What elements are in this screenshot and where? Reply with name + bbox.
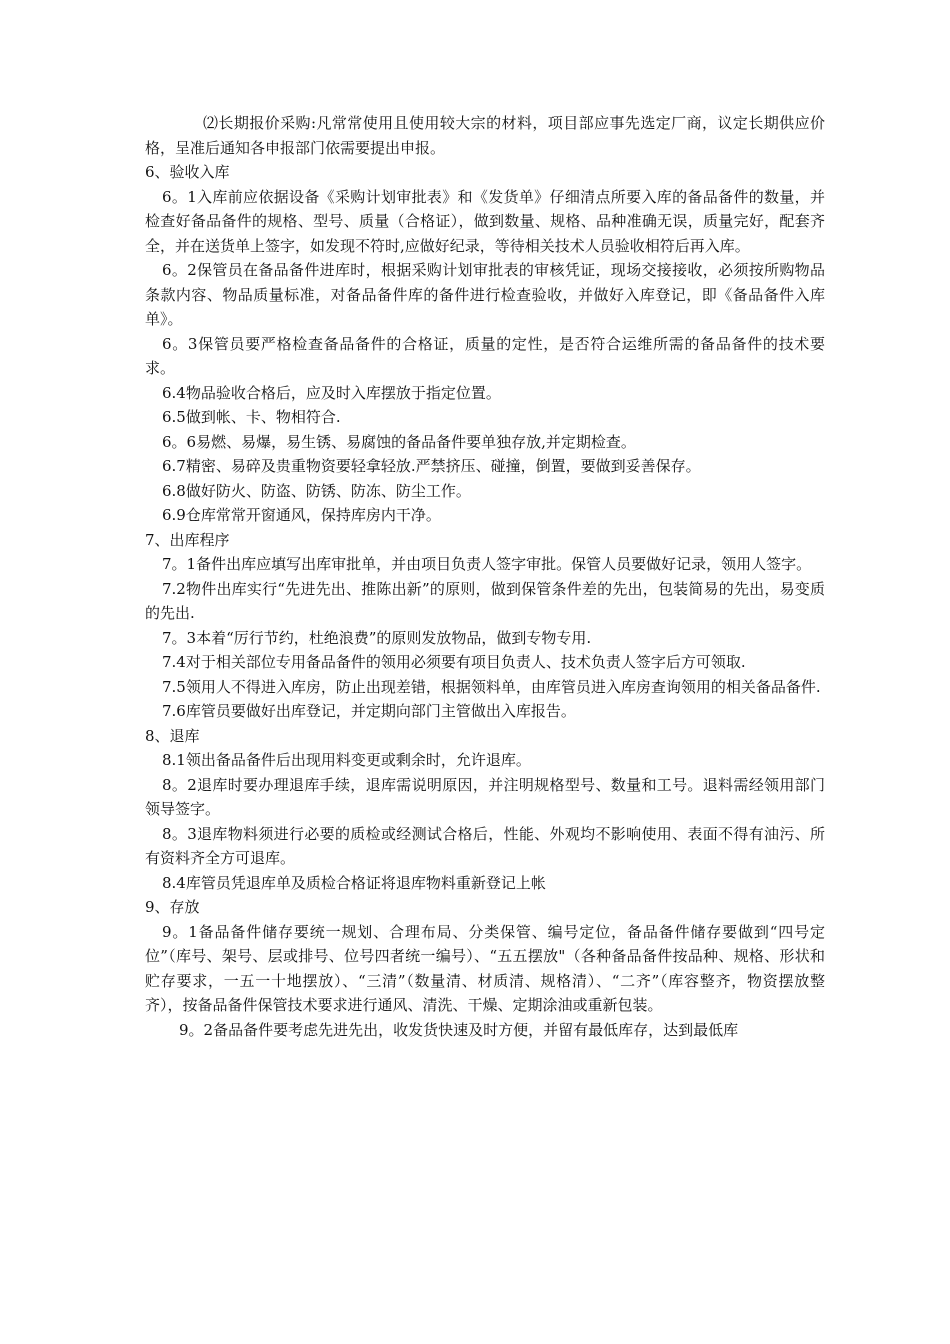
- paragraph-6-2: 6。2保管员在备品备件进库时，根据采购计划审批表的审核凭证，现场交接接收，必须按所购物品条款内容、物品质量标准，对备品备件库的备件进行检查验收，并做好入库登记，即《备品备件入库单》。: [145, 261, 825, 328]
- paragraph-8-3: 8。3退库物料须进行必要的质检或经测试合格后，性能、外观均不影响使用、表面不得有油污、所有资料齐全方可退库。: [145, 824, 825, 867]
- section-heading-storage: 9、存放: [145, 898, 200, 916]
- paragraph-7-6: 7.6库管员要做好出库登记，并定期向部门主管做出入库报告。: [162, 702, 576, 720]
- paragraph-6-8: 6.8做好防火、防盗、防锈、防冻、防尘工作。: [162, 481, 471, 500]
- paragraph-8-2: 8。2退库时要办理退库手续，退库需说明原因，并注明规格型号、数量和工号。退料需经领用部门领导签字。: [145, 775, 825, 818]
- paragraph-7-4: 7.4对于相关部位专用备品备件的领用必须要有项目负责人、技术负责人签字后方可领取.: [162, 653, 746, 671]
- paragraph-7-3: 7。3本着“厉行节约，杜绝浪费”的原则发放物品，做到专物专用.: [162, 628, 592, 647]
- paragraph-9-2: 9。2备品备件要考虑先进先出，收发货快速及时方便，并留有最低库存，达到最低库: [179, 1020, 739, 1039]
- paragraph-6-9: 6.9仓库常常开窗通风，保持库房内干净。: [162, 506, 441, 524]
- document-body: [145, 111, 825, 1042]
- paragraph-6-3: 6。3保管员要严格检查备品备件的合格证，质量的定性，是否符合运维所需的备品备件的技术要求。: [145, 334, 825, 377]
- paragraph-7-2: 7.2物件出库实行“先进先出、推陈出新”的原则，做到保管条件差的先出，包装简易的先出，易变质的先出.: [145, 579, 825, 622]
- section-heading-acceptance-storage: 6、验收入库: [145, 163, 230, 181]
- paragraph-6-6: 6。6易燃、易爆，易生锈、易腐蚀的备品备件要单独存放,并定期检查。: [162, 432, 636, 451]
- section-heading-outbound-procedure: 7、出库程序: [145, 530, 230, 549]
- paragraph-7-5: 7.5领用人不得进入库房，防止出现差错，根据领料单，由库管员进入库房查询领用的相关备品备件.: [162, 677, 821, 696]
- paragraph-8-4: 8.4库管员凭退库单及质检合格证将退库物料重新登记上帐: [162, 873, 546, 892]
- paragraph-6-1: 6。1入库前应依据设备《采购计划审批表》和《发货单》仔细清点所要入库的备品备件的数量，并检查好备品备件的规格、型号、质量（合格证），做到数量、规格、品种准确无误，质量完好，配套齐全，并在送货单上签字，如发现不符时,应做好纪录，等待相关技术人员验收相符后再入库。: [145, 187, 825, 255]
- section-heading-return-to-storage: 8、退库: [145, 726, 200, 745]
- paragraph-9-1: 9。1备品备件储存要统一规划、合理布局、分类保管、编号定位，备品备件储存要做到“四号定位”（库号、架号、层或排号、位号四者统一编号）、“五五摆放"（各种备品备件按品种、规格、形状和贮存要求，一五一十地摆放）、“三清”（数量清、材质清、规格清）、“二齐”（库容整齐，物资摆放整齐），按备品备件保管技术要求进行通风、清洗、干燥、定期涂油或重新包装。: [145, 922, 825, 1014]
- paragraph-6-7: 6.7精密、易碎及贵重物资要轻拿轻放.严禁挤压、碰撞，倒置，要做到妥善保存。: [162, 457, 701, 475]
- paragraph-7-1: 7。1备件出库应填写出库审批单，并由项目负责人签字审批。保管人员要做好记录，领用人签字。: [162, 555, 812, 573]
- paragraph-6-4: 6.4物品验收合格后，应及时入库摆放于指定位置。: [162, 383, 501, 402]
- paragraph-long-term-quote-purchase: ⑵长期报价采购:凡常常使用且使用较大宗的材料，项目部应事先选定厂商，议定长期供应价格，呈准后通知各申报部门依需要提出申报。: [145, 114, 825, 157]
- paragraph-6-5: 6.5做到帐、卡、物相符合.: [162, 408, 341, 426]
- paragraph-8-1: 8.1领出备品备件后出现用料变更或剩余时，允许退库。: [162, 751, 531, 769]
